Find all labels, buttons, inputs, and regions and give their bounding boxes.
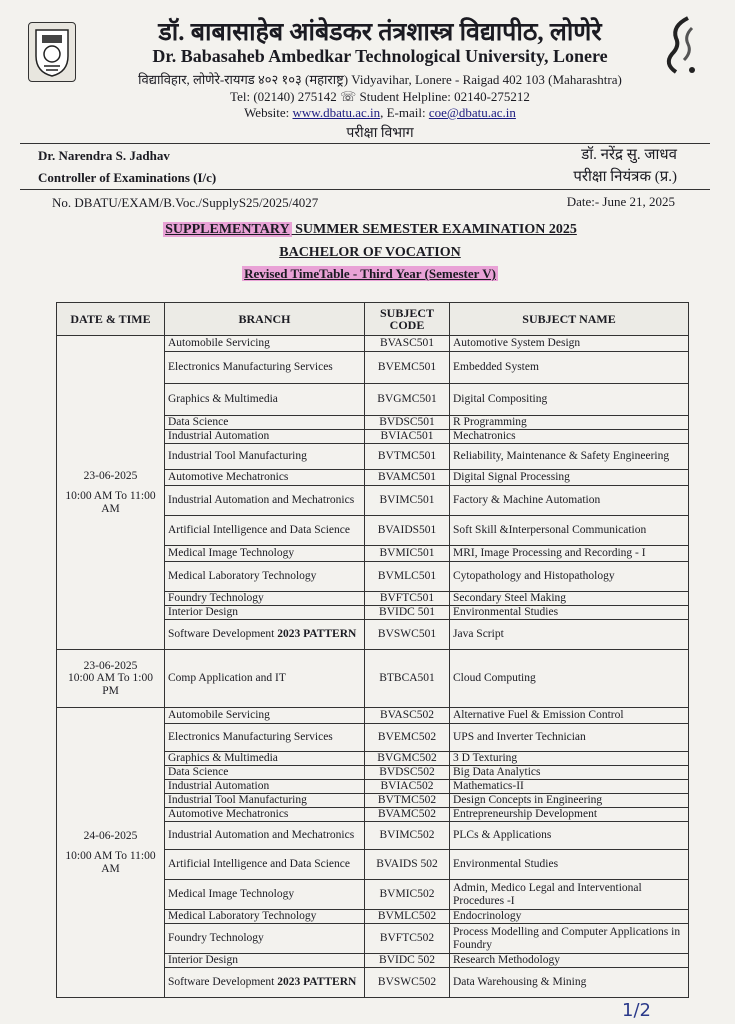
issue-date: Date:- June 21, 2025 <box>566 194 675 209</box>
branch-name: Industrial Automation <box>168 780 270 793</box>
subject-code-cell: BVIAC501 <box>365 430 450 444</box>
subject-code-cell: BVTMC501 <box>365 444 450 470</box>
subject-code-cell: BVDSC502 <box>365 766 450 780</box>
branch-name: Graphics & Multimedia <box>168 393 278 406</box>
branch-cell <box>165 724 365 752</box>
exam-title-highlight: SUPPLEMENTARY <box>165 222 290 237</box>
university-seal-icon <box>28 22 76 82</box>
web-line <box>80 105 680 121</box>
branch-name: Industrial Automation and Mechatronics <box>168 829 355 842</box>
branch-cell <box>165 708 365 724</box>
col-header-date-time: DATE & TIME <box>57 303 165 336</box>
subject-code-cell: BVMLC502 <box>365 910 450 924</box>
branch-cell <box>165 794 365 808</box>
branch-name: Industrial Tool Manufacturing <box>168 450 307 463</box>
subject-name-cell: Reliability, Maintenance & Safety Engineering <box>450 444 689 470</box>
student-helpline: Student Helpline: 02140-275212 <box>359 89 530 104</box>
branch-cell <box>165 516 365 546</box>
subject-name-cell: Big Data Analytics <box>450 766 689 780</box>
branch-name: Automobile Servicing <box>168 337 270 350</box>
subject-code-cell: BVIDC 502 <box>365 954 450 968</box>
subject-code-cell: BVAIDS 502 <box>365 850 450 880</box>
subject-name-cell: Factory & Machine Automation <box>450 486 689 516</box>
subject-name-cell: Data Warehousing & Mining <box>450 968 689 998</box>
subject-name-cell: Research Methodology <box>450 954 689 968</box>
branch-cell <box>165 780 365 794</box>
branch-name: Electronics Manufacturing Services <box>168 361 333 374</box>
branch-name: Automotive Mechatronics <box>168 471 289 484</box>
subject-name-cell: Automotive System Design <box>450 336 689 352</box>
branch-cell <box>165 752 365 766</box>
subject-code-cell: BVFTC501 <box>365 592 450 606</box>
branch-name: Electronics Manufacturing Services <box>168 731 333 744</box>
address-line <box>80 70 680 88</box>
branch-name: Automobile Servicing <box>168 709 270 722</box>
subject-name-cell: Environmental Studies <box>450 606 689 620</box>
subject-name-cell: Java Script <box>450 620 689 650</box>
branch-cell <box>165 592 365 606</box>
branch-name: Industrial Automation and Mechatronics <box>168 494 355 507</box>
branch-cell <box>165 808 365 822</box>
branch-name: Artificial Intelligence and Data Science <box>168 524 350 537</box>
subject-code-cell: BVAMC501 <box>365 470 450 486</box>
subject-name-cell: PLCs & Applications <box>450 822 689 850</box>
branch-cell <box>165 486 365 516</box>
email-label: , E-mail: <box>380 105 429 120</box>
subject-name-cell: Process Modelling and Computer Applications in Foundry <box>450 924 689 954</box>
subject-name-cell: Cloud Computing <box>450 650 689 708</box>
timetable <box>56 302 689 998</box>
subject-code-cell: BVAIDS501 <box>365 516 450 546</box>
subject-name-cell: UPS and Inverter Technician <box>450 724 689 752</box>
branch-pattern: 2023 PATTERN <box>277 976 357 989</box>
branch-name: Medical Laboratory Technology <box>168 570 317 583</box>
subject-code-cell: BVIAC502 <box>365 780 450 794</box>
subject-code-cell: BVSWC502 <box>365 968 450 998</box>
department-name: परीक्षा विभाग <box>346 126 414 141</box>
branch-name: Medical Image Technology <box>168 547 295 560</box>
subject-code-cell: BVMIC501 <box>365 546 450 562</box>
branch-name: Foundry Technology <box>168 932 264 945</box>
subject-name-cell: Digital Signal Processing <box>450 470 689 486</box>
controller-title: Controller of Examinations (I/c) <box>38 170 217 185</box>
branch-cell <box>165 850 365 880</box>
subject-name-cell: Alternative Fuel & Emission Control <box>450 708 689 724</box>
subject-code-cell: BVIDC 501 <box>365 606 450 620</box>
branch-cell <box>165 546 365 562</box>
subject-code-cell: BVEMC502 <box>365 724 450 752</box>
timetable-title-text: Revised TimeTable - Third Year (Semester V) <box>244 266 496 281</box>
branch-name: Foundry Technology <box>168 592 264 605</box>
branch-cell <box>165 606 365 620</box>
subject-name-cell: Mathematics-II <box>450 780 689 794</box>
subject-code-cell: BVIMC502 <box>365 822 450 850</box>
branch-cell <box>165 384 365 416</box>
exam-date: 23-06-2025 <box>83 659 138 672</box>
branch-cell <box>165 562 365 592</box>
subject-code-cell: BVASC501 <box>365 336 450 352</box>
subject-name-cell: Secondary Steel Making <box>450 592 689 606</box>
exam-date: 23-06-2025 <box>83 469 138 482</box>
branch-pattern: 2023 PATTERN <box>277 628 357 641</box>
branch-name: Interior Design <box>168 606 238 619</box>
branch-name: Software Development <box>168 628 278 641</box>
reference-number: No. DBATU/EXAM/B.Voc./SupplyS25/2025/4027 <box>52 195 319 210</box>
table-row <box>57 336 689 352</box>
branch-cell <box>165 620 365 650</box>
university-name-english: Dr. Babasaheb Ambedkar Technological University, Lonere <box>152 46 608 66</box>
address-english: Vidyavihar, Lonere - Raigad 402 103 (Maharashtra) <box>351 72 622 87</box>
subject-name-cell: Admin, Medico Legal and Interventional Procedures -I <box>450 880 689 910</box>
subject-code-cell: BVGMC501 <box>365 384 450 416</box>
exam-title <box>100 222 640 238</box>
branch-cell <box>165 968 365 998</box>
controller-name-hindi: डॉ. नरेंद्र सु. जाधव <box>581 147 677 163</box>
telephone: Tel: (02140) 275142 <box>230 89 337 104</box>
website-label: Website: <box>244 105 293 120</box>
subject-code-cell: BVDSC501 <box>365 416 450 430</box>
table-row <box>57 708 689 724</box>
subject-name-cell: Endocrinology <box>450 910 689 924</box>
branch-cell <box>165 924 365 954</box>
branch-name: Industrial Tool Manufacturing <box>168 794 307 807</box>
subject-name-cell: 3 D Texturing <box>450 752 689 766</box>
subject-name-cell: R Programming <box>450 416 689 430</box>
branch-name: Industrial Automation <box>168 430 270 443</box>
branch-cell <box>165 910 365 924</box>
branch-cell <box>165 336 365 352</box>
exam-time: 10:00 AM To 11:00 AM <box>65 850 156 875</box>
subject-name-cell: Environmental Studies <box>450 850 689 880</box>
branch-name: Automotive Mechatronics <box>168 808 289 821</box>
phone-icon: ☏ <box>339 89 357 104</box>
controller-title-hindi: परीक्षा नियंत्रक (प्र.) <box>573 169 677 185</box>
exam-time: 10:00 AM To 11:00 AM <box>65 490 156 515</box>
branch-cell <box>165 444 365 470</box>
subject-name-cell: Cytopathology and Histopathology <box>450 562 689 592</box>
date-time-cell <box>57 336 165 650</box>
subject-code-cell: BVMLC501 <box>365 562 450 592</box>
branch-cell <box>165 880 365 910</box>
branch-name: Data Science <box>168 766 229 779</box>
subject-code-cell: BVAMC502 <box>365 808 450 822</box>
subject-name-cell: Mechatronics <box>450 430 689 444</box>
subject-code-cell: BVEMC501 <box>365 352 450 384</box>
branch-cell <box>165 954 365 968</box>
branch-name: Artificial Intelligence and Data Science <box>168 858 350 871</box>
controller-divider <box>20 189 710 190</box>
subject-code-cell: BTBCA501 <box>365 650 450 708</box>
page-number: 1/2 <box>622 1000 651 1021</box>
branch-cell <box>165 352 365 384</box>
col-header-subject-code: SUBJECT CODE <box>365 303 450 336</box>
branch-cell <box>165 822 365 850</box>
branch-cell <box>165 766 365 780</box>
branch-cell <box>165 430 365 444</box>
exam-time: 10:00 AM To 1:00 PM <box>68 672 153 697</box>
subject-name-cell: MRI, Image Processing and Recording - I <box>450 546 689 562</box>
timetable-title <box>100 266 640 282</box>
subject-name-cell: Soft Skill &Interpersonal Communication <box>450 516 689 546</box>
address-hindi: विद्याविहार, लोणेरे-रायगड ४०२ १०३ (महाराष्ट्र) <box>138 72 349 87</box>
email-link[interactable]: coe@dbatu.ac.in <box>428 105 516 120</box>
branch-cell <box>165 470 365 486</box>
controller-name: Dr. Narendra S. Jadhav <box>38 148 170 163</box>
subject-name-cell: Entrepreneurship Development <box>450 808 689 822</box>
subject-code-cell: BVASC502 <box>365 708 450 724</box>
subject-code-cell: BVGMC502 <box>365 752 450 766</box>
branch-name: Software Development <box>168 976 278 989</box>
col-header-subject-name: SUBJECT NAME <box>450 303 689 336</box>
exam-date: 24-06-2025 <box>83 829 138 842</box>
subject-code-cell: BVFTC502 <box>365 924 450 954</box>
subject-code-cell: BVIMC501 <box>365 486 450 516</box>
university-name-hindi: डॉ. बाबासाहेब आंबेडकर तंत्रशास्त्र विद्यापीठ, लोणेरे <box>158 19 602 46</box>
subject-code-cell: BVMIC502 <box>365 880 450 910</box>
website-link[interactable]: www.dbatu.ac.in <box>292 105 381 120</box>
branch-name: Medical Laboratory Technology <box>168 910 317 923</box>
branch-name: Graphics & Multimedia <box>168 752 278 765</box>
program-title: BACHELOR OF VOCATION <box>279 245 461 260</box>
branch-name: Data Science <box>168 416 229 429</box>
col-header-branch: BRANCH <box>165 303 365 336</box>
contact-line <box>80 89 680 105</box>
subject-code-cell: BVTMC502 <box>365 794 450 808</box>
subject-code-cell: BVSWC501 <box>365 620 450 650</box>
table-header-row <box>57 303 689 336</box>
exam-title-rest: SUMMER SEMESTER EXAMINATION 2025 <box>291 222 577 237</box>
branch-cell <box>165 650 365 708</box>
subject-name-cell: Digital Compositing <box>450 384 689 416</box>
table-row <box>57 650 689 708</box>
date-time-cell <box>57 708 165 998</box>
date-time-cell <box>57 650 165 708</box>
branch-name: Comp Application and IT <box>168 672 286 685</box>
subject-name-cell: Embedded System <box>450 352 689 384</box>
branch-cell <box>165 416 365 430</box>
branch-name: Medical Image Technology <box>168 888 295 901</box>
branch-name: Interior Design <box>168 954 238 967</box>
subject-name-cell: Design Concepts in Engineering <box>450 794 689 808</box>
